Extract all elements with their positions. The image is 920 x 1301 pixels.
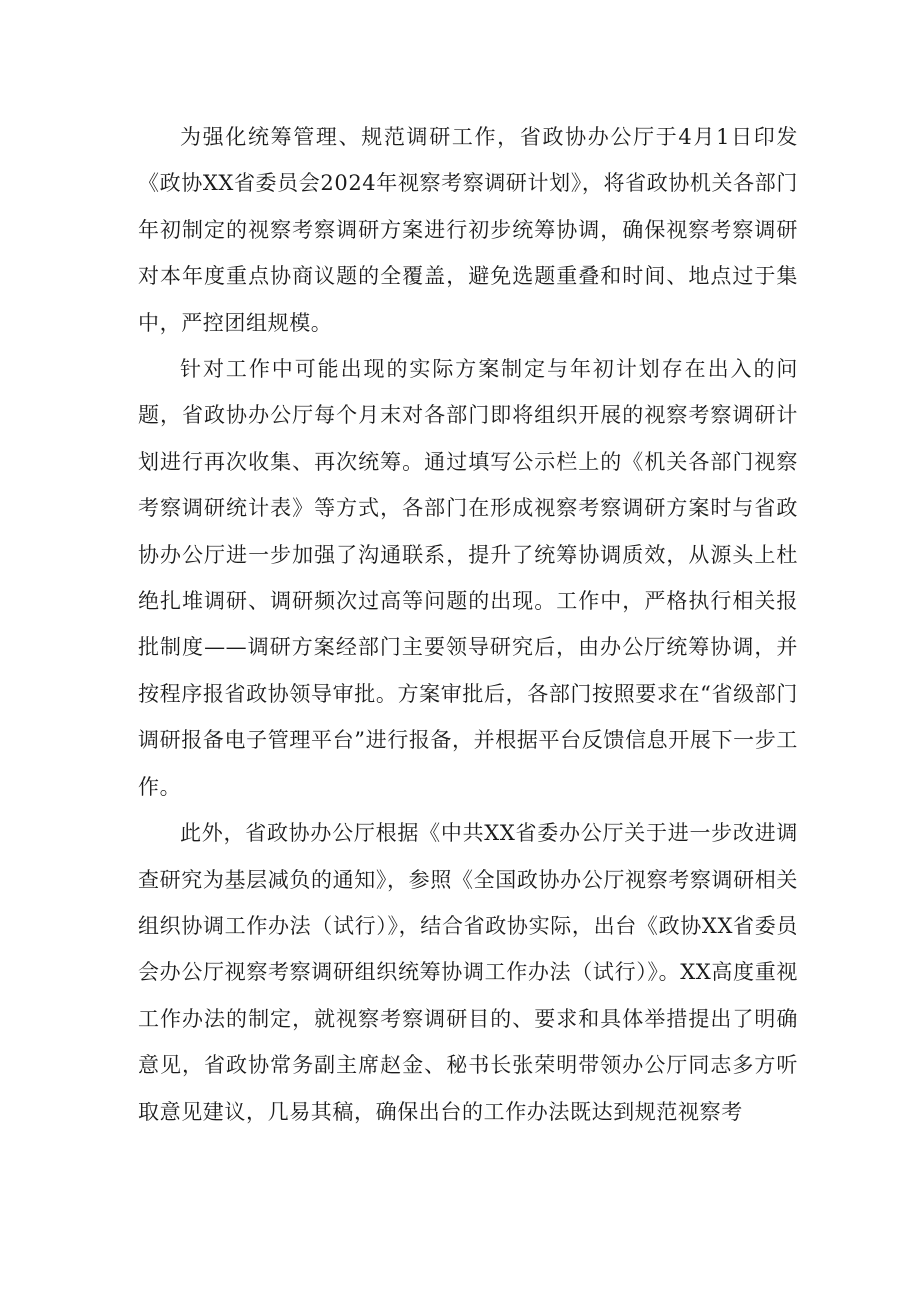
paragraph-3: 此外，省政协办公厅根据《中共XX省委办公厅关于进一步改进调查研究为基层减负的通知》，参照《全国政协办公厅视察考察调研相关组织协调工作办法（试行）》，结合省政协实际，出台《政协XX省委员会办公厅视察考察调研组织统筹协调工作办法（试行）》。XX高度重视工作办法的制定，就视察考察调研目的、要求和具体举措提出了明确意见，省政协常务副主席赵金、秘书长张荣明带领办公厅同志多方听取意见建议，几易其稿，确保出台的工作办法既达到规范视察考 xyxy=(138,821,798,1124)
paragraph-1: 为强化统筹管理、规范调研工作，省政协办公厅于4月1日印发《政协XX省委员会2024年视察考察调研计划》，将省政协机关各部门年初制定的视察考察调研方案进行初步统筹协调，确保视察考察调研对本年度重点协商议题的全覆盖，避免选题重叠和时间、地点过于集中，严控团组规模。 xyxy=(138,125,798,335)
document-body xyxy=(138,114,798,1135)
paragraph-2: 针对工作中可能出现的实际方案制定与年初计划存在出入的问题，省政协办公厅每个月末对各部门即将组织开展的视察考察调研计划进行再次收集、再次统筹。通过填写公示栏上的《机关各部门视察考察调研统计表》等方式，各部门在形成视察考察调研方案时与省政协办公厅进一步加强了沟通联系，提升了统筹协调质效，从源头上杜绝扎堆调研、调研频次过高等问题的出现。工作中，严格执行相关报批制度——调研方案经部门主要领导研究后，由办公厅统筹协调，并按程序报省政协领导审批。方案审批后，各部门按照要求在“省级部门调研报备电子管理平台”进行报备，并根据平台反馈信息开展下一步工作。 xyxy=(138,357,798,799)
